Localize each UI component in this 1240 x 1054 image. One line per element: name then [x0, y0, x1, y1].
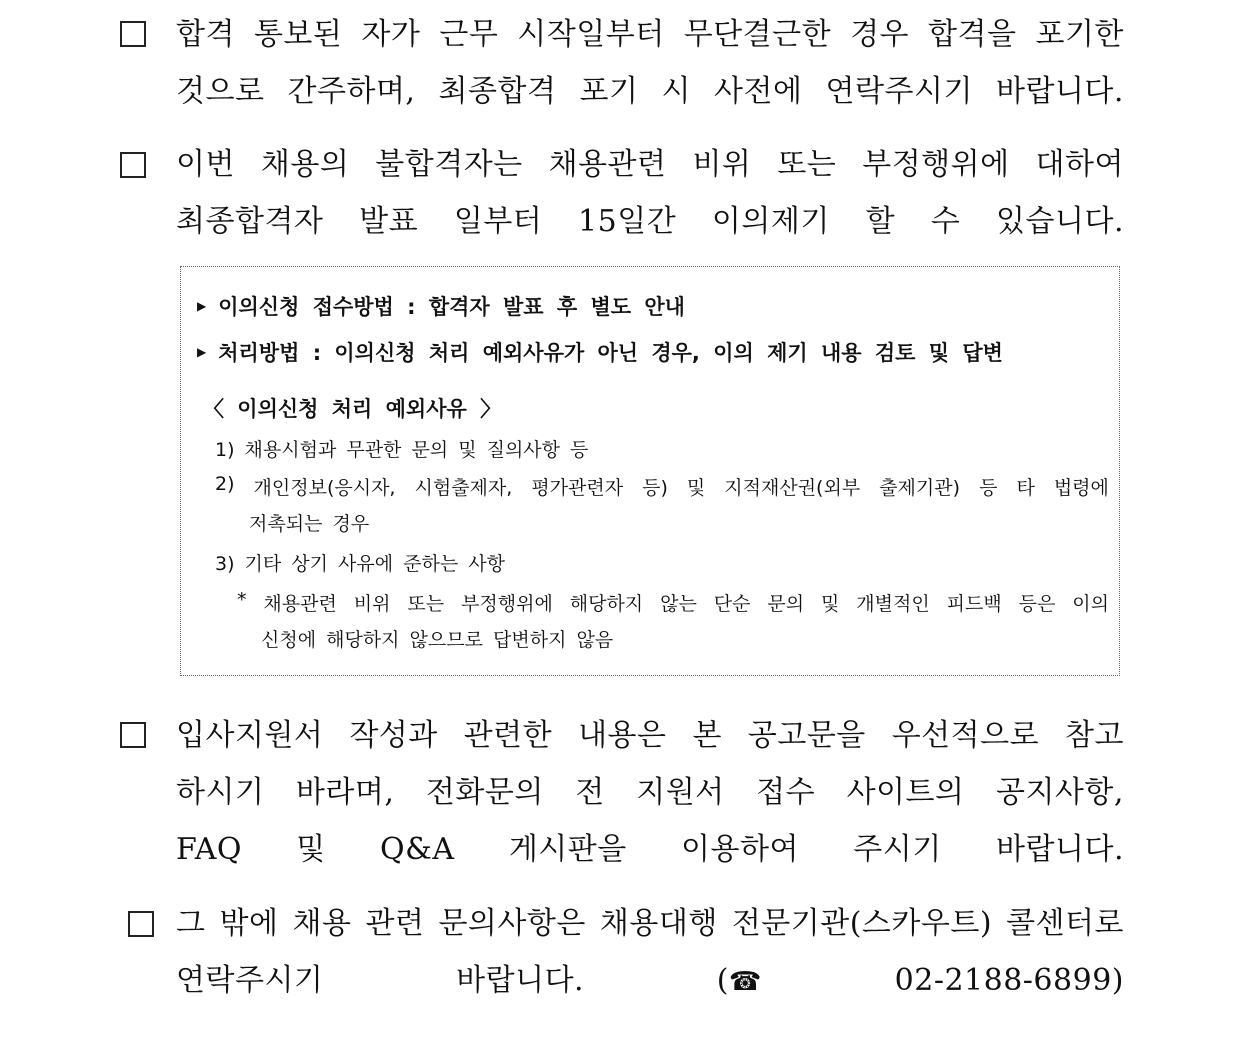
word: 사이트의 [846, 775, 965, 810]
word: 포기한 [1035, 17, 1124, 52]
word: 합격을 [928, 17, 1017, 52]
notice-item-2 [120, 136, 1124, 256]
footnote [237, 589, 1109, 616]
triangle-bullet-icon: ▶ [197, 345, 207, 359]
checkbox[interactable] [120, 152, 146, 178]
word: 문의 [767, 593, 805, 615]
text-line: FAQ 및 Q&A 게시판을 이용하여 주시기 바랍니다. [176, 832, 1124, 867]
checkbox[interactable] [120, 21, 146, 47]
word: 부정행위에 [461, 593, 553, 615]
text-line [176, 895, 1124, 952]
bullet-item-1 [197, 291, 685, 321]
word: 출제기관) [879, 477, 961, 499]
word: 채용 [292, 906, 352, 941]
text-segment: 연락주시기 바랍니다. ( [176, 963, 730, 998]
exception-line [215, 473, 1109, 500]
phone-number[interactable]: 02-2188-6899) [894, 963, 1124, 998]
word: 비위 [353, 593, 391, 615]
checkbox[interactable] [120, 722, 146, 748]
word: 대하여 [1035, 147, 1124, 182]
bullet-text: 처리방법 : 이의신청 처리 예외사유가 아닌 경우, 이의 제기 내용 검토 및 답변 [218, 341, 1003, 365]
word: 개별적인 [856, 593, 930, 615]
word: 자가 [361, 17, 421, 52]
word: 우선적으로 [891, 718, 1040, 753]
notice-item-1-text [176, 6, 1124, 120]
notice-item-4 [120, 895, 1124, 1015]
word: 시 [661, 74, 691, 109]
notice-item-1 [120, 6, 1124, 126]
word: 및 [821, 593, 840, 615]
triangle-bullet-icon: ▶ [197, 299, 207, 313]
word: 바랍니다. [995, 74, 1124, 109]
exception-item-1: 1) 채용시험과 무관한 문의 및 질의사항 등 [215, 439, 589, 461]
word: 근무 [439, 17, 499, 52]
word: 또는 [777, 147, 837, 182]
text-line [176, 6, 1124, 63]
word: 전문기관(스카우트) [731, 906, 993, 941]
word: 등 [979, 477, 998, 499]
footnote-line [237, 589, 1109, 616]
word: 무단결근한 [683, 17, 832, 52]
word: 단순 [713, 593, 751, 615]
word: 작성과 [349, 718, 438, 753]
text-line: 최종합격자 발표 일부터 15일간 이의제기 할 수 있습니다. [176, 204, 1124, 239]
word: 입사지원서 [176, 718, 324, 753]
word: 전화문의 [425, 775, 544, 810]
word: 해당하지 [569, 593, 644, 615]
word: 평가관련자 [531, 477, 624, 499]
word: 관련 [365, 906, 425, 941]
text-line [176, 63, 1124, 120]
word: 채용의 [260, 147, 350, 182]
word: 비위 [692, 147, 752, 182]
word: 지적재산권(외부 [724, 477, 861, 499]
bullet-item-2 [197, 337, 1003, 367]
word: 밖에 [219, 906, 279, 941]
word: 연락주시기 [825, 74, 973, 109]
word: 법령에 [1053, 477, 1109, 499]
word: 시작일부터 [517, 17, 665, 52]
word: 관련한 [463, 718, 553, 753]
notice-item-3-text [176, 707, 1124, 878]
word: 사전에 [714, 74, 803, 109]
word: 부정행위에 [862, 147, 1010, 182]
word: 문의사항은 [438, 906, 586, 941]
word: 공고문을 [747, 718, 866, 753]
word: 바라며, [295, 775, 395, 810]
word: 채용관련 [263, 593, 337, 615]
word: 이의 [1072, 593, 1109, 615]
word: 시험출제자, [414, 477, 513, 499]
word: 타 [1016, 477, 1035, 499]
word: 통보된 [253, 17, 343, 52]
word: 및 [686, 477, 706, 499]
word: 또는 [407, 593, 445, 615]
text-line [176, 136, 1124, 193]
notice-item-3 [120, 707, 1124, 882]
exception-item-2-cont: 저촉되는 경우 [249, 513, 370, 535]
word: 포기 [579, 74, 639, 109]
exception-item-3: 3) 기타 상기 사유에 준하는 사항 [215, 553, 505, 575]
notice-item-4-text [176, 895, 1124, 1011]
word: 2) [215, 473, 235, 495]
word: 본 [692, 718, 722, 753]
word: 등은 [1018, 593, 1056, 615]
text-line [176, 707, 1124, 764]
telephone-icon: ☎ [729, 967, 762, 997]
word: * [237, 589, 247, 611]
word: 접수 [756, 775, 816, 810]
word: 지원서 [636, 775, 725, 810]
word: 최종합격 [438, 74, 557, 109]
bullet-text: 이의신청 접수방법 : 합격자 발표 후 별도 안내 [218, 295, 685, 319]
text-line [176, 764, 1124, 821]
word: 참고 [1065, 718, 1124, 753]
word: 이번 [176, 147, 235, 182]
word: 불합격자는 [375, 147, 523, 182]
word: 그 [176, 906, 206, 941]
checkbox[interactable] [128, 911, 154, 937]
word: 콜센터로 [1006, 906, 1124, 941]
notice-item-2-text [176, 136, 1124, 250]
word: 공지사항, [995, 775, 1124, 810]
footnote-cont: 신청에 해당하지 않으므로 답변하지 않음 [261, 629, 614, 651]
objection-info-box [180, 266, 1120, 676]
text-line [176, 952, 1124, 1011]
word: 않는 [660, 593, 697, 615]
exception-item-2 [215, 473, 1109, 500]
word: 개인정보(응시자, [253, 477, 396, 499]
exception-title: 〈 이의신청 처리 예외사유 〉 [203, 397, 502, 421]
word: 전 [575, 775, 605, 810]
word: 경우 [850, 17, 910, 52]
word: 합격 [176, 17, 235, 52]
word: 간주하며, [287, 74, 416, 109]
word: 등) [642, 477, 668, 499]
word: 채용대행 [599, 906, 718, 941]
word: 것으로 [176, 74, 265, 109]
word: 채용관련 [548, 147, 667, 182]
word: 피드백 [946, 593, 1002, 615]
word: 내용은 [578, 718, 667, 753]
word: 하시기 [176, 775, 265, 810]
